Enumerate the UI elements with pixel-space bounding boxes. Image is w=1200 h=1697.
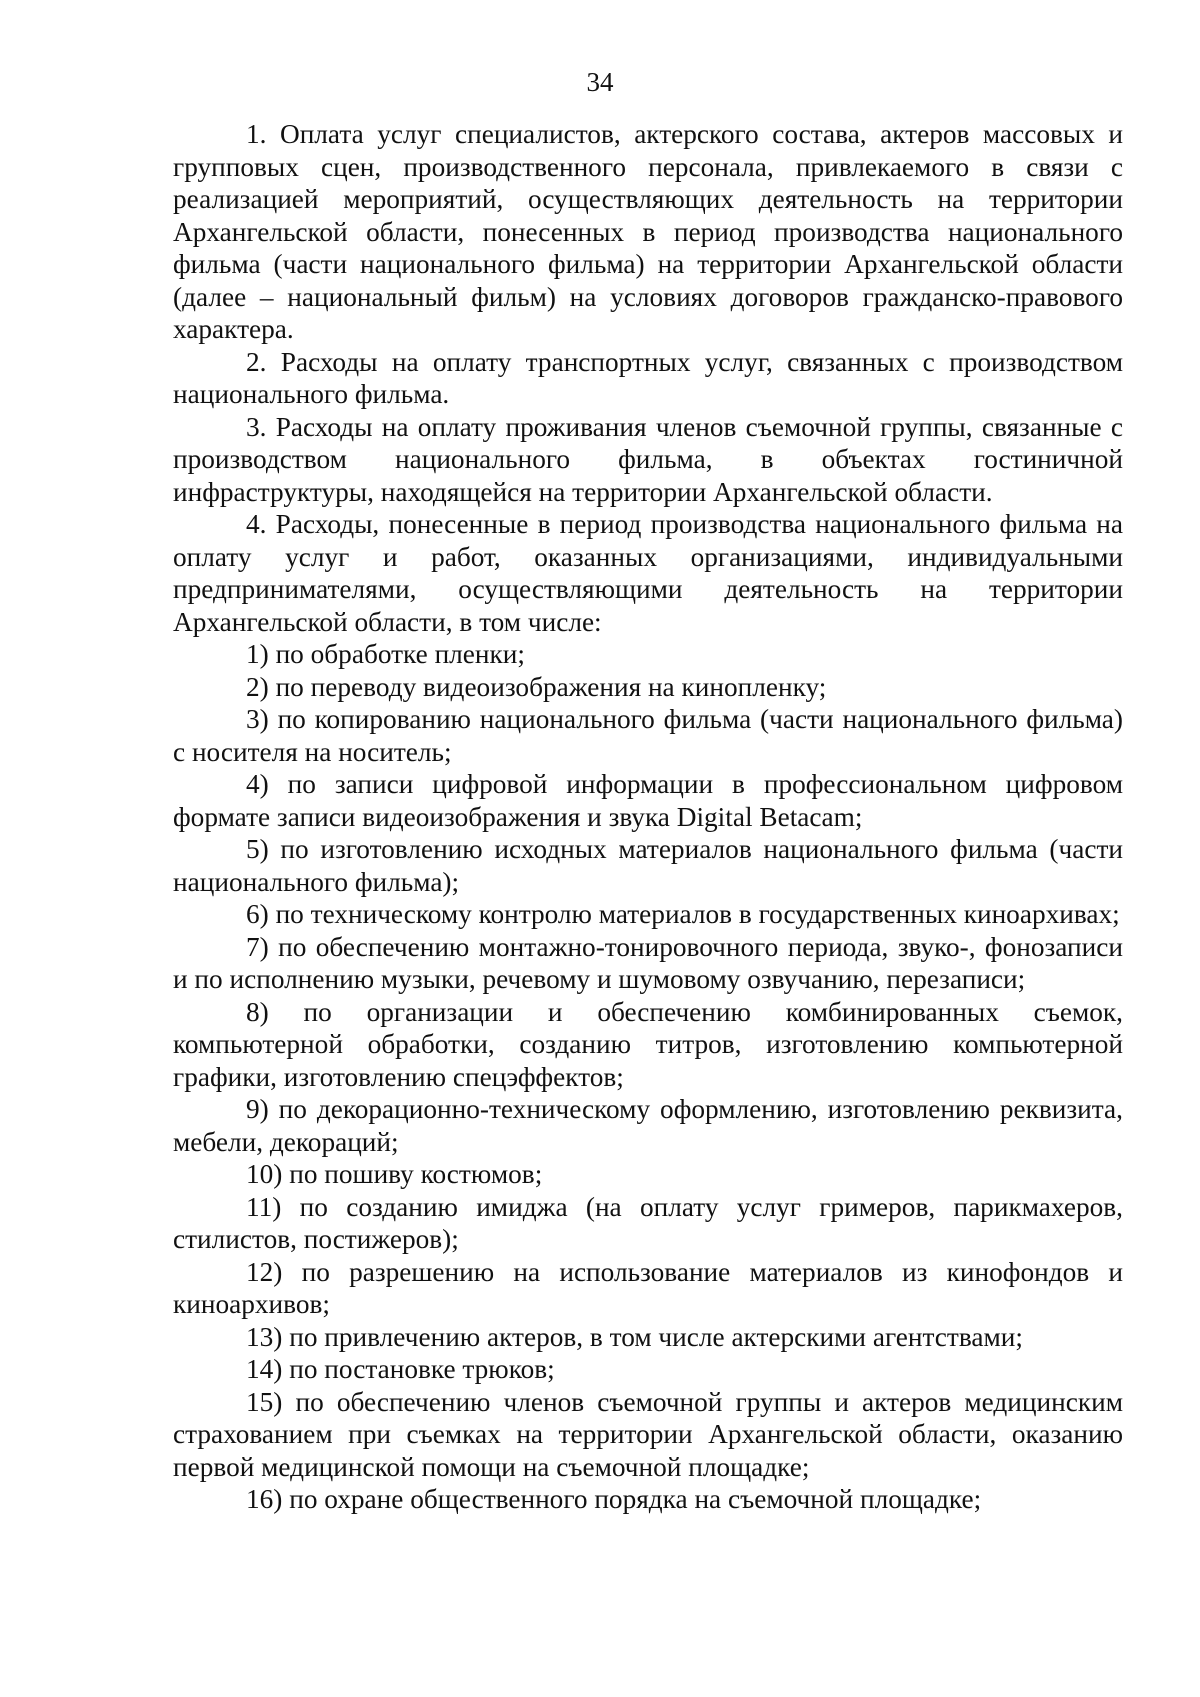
list-item: 15) по обеспечению членов съемочной группы и актеров медицинским страхованием при съемках на территории Архангельской области, оказанию первой медицинской помощи на съемочной площадке; bbox=[173, 1386, 1123, 1482]
list-item: 6) по техническому контролю материалов в государственных киноархивах; bbox=[246, 899, 1120, 929]
list-item: 7) по обеспечению монтажно-тонировочного периода, звуко-, фонозаписи и по исполнению музыки, речевому и шумовому озвучанию, перезаписи; bbox=[173, 931, 1123, 994]
list-item: 12) по разрешению на использование материалов из кинофондов и киноархивов; bbox=[173, 1256, 1123, 1319]
document-body bbox=[173, 118, 1123, 1516]
page-number: 34 bbox=[586, 67, 614, 97]
list-item: 14) по постановке трюков; bbox=[246, 1354, 555, 1384]
list-item: 2) по переводу видеоизображения на кинопленку; bbox=[246, 671, 827, 702]
paragraph-4: 4. Расходы, понесенные в период производства национального фильма на оплату услуг и работ, оказанных организациями, индивидуальными предпринимателями, осуществляющими деятельность на территории Архангельской области, в том числе: bbox=[173, 509, 1123, 637]
list-item: 4) по записи цифровой информации в профессиональном цифровом формате записи видеоизображения и звука Digital Betacam; bbox=[173, 769, 1123, 832]
list-item: 11) по созданию имиджа (на оплату услуг гримеров, парикмахеров, стилистов, постижеров); bbox=[173, 1191, 1123, 1254]
list-item: 3) по копированию национального фильма (части национального фильма) с носителя на носитель; bbox=[173, 704, 1123, 767]
list-item: 10) по пошиву костюмов; bbox=[246, 1159, 543, 1189]
list-item: 8) по организации и обеспечению комбинированных съемок, компьютерной обработки, созданию титров, изготовлению компьютерной графики, изготовлению спецэффектов; bbox=[173, 996, 1123, 1092]
list-item: 16) по охране общественного порядка на съемочной площадке; bbox=[246, 1484, 982, 1514]
list-item: 1) по обработке пленки; bbox=[246, 639, 525, 669]
paragraph-1: 1. Оплата услуг специалистов, актерского состава, актеров массовых и групповых сцен, производственного персонала, привлекаемого в связи с реализацией мероприятий, осуществляющих деятельность на территории Архангельской области, понесенных в период производства национального фильма (части национального фильма) на территории Архангельской области (далее – национальный фильм) на условиях договоров гражданско-правового характера. bbox=[173, 119, 1123, 344]
paragraph-3: 3. Расходы на оплату проживания членов съемочной группы, связанные с производством национального фильма, в объектах гостиничной инфраструктуры, находящейся на территории Архангельской области. bbox=[173, 411, 1123, 507]
list-item: 5) по изготовлению исходных материалов национального фильма (части национального фильма); bbox=[173, 834, 1123, 897]
list-item: 9) по декорационно-техническому оформлению, изготовлению реквизита, мебели, декораций; bbox=[173, 1094, 1123, 1157]
paragraph-2: 2. Расходы на оплату транспортных услуг, связанных с производством национального фильма. bbox=[173, 346, 1123, 409]
list-item: 13) по привлечению актеров, в том числе актерскими агентствами; bbox=[246, 1321, 1023, 1352]
